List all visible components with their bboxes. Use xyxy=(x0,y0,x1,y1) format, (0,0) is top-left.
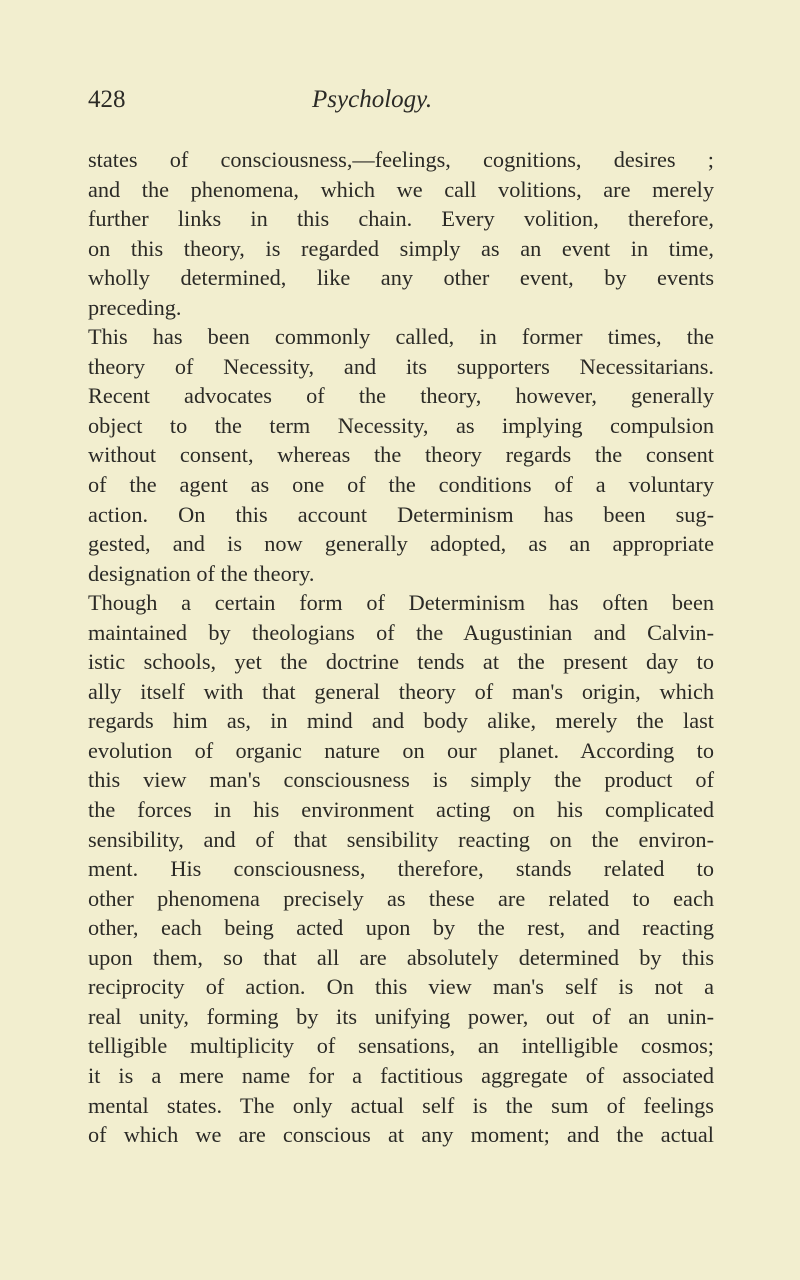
text-line: it is a mere name for a factitious aggregate of associated xyxy=(88,1062,714,1088)
text-line: without consent, whereas the theory regards the consent xyxy=(88,442,714,468)
text-line: mental states. The only actual self is the sum of feelings xyxy=(88,1092,714,1118)
text-line: and the phenomena, which we call volitions, are merely xyxy=(88,176,714,202)
text-line: regards him as, in mind and body alike, merely the last xyxy=(88,708,714,734)
text-line: wholly determined, like any other event, by events xyxy=(88,265,714,291)
body-text xyxy=(88,145,714,1150)
text-line: preceding. xyxy=(88,294,182,320)
text-line: of which we are conscious at any moment; and the actual xyxy=(88,1122,714,1148)
text-line: istic schools, yet the doctrine tends at the present day to xyxy=(88,649,714,675)
text-line: this view man's consciousness is simply the product of xyxy=(88,767,714,793)
text-line: designation of the theory. xyxy=(88,560,315,586)
text-line: Though a certain form of Determinism has often been xyxy=(88,590,714,616)
text-line: theory of Necessity, and its supporters Necessitarians. xyxy=(88,353,714,379)
text-line: Recent advocates of the theory, however, generally xyxy=(88,383,714,409)
text-line: real unity, forming by its unifying power, out of an unin- xyxy=(88,1003,714,1029)
text-line: object to the term Necessity, as implying compulsion xyxy=(88,412,714,438)
page-number: 428 xyxy=(88,86,126,113)
text-line: action. On this account Determinism has been sug- xyxy=(88,501,714,527)
text-line: This has been commonly called, in former times, the xyxy=(88,324,714,350)
text-line: on this theory, is regarded simply as an event in time, xyxy=(88,235,714,261)
text-line: upon them, so that all are absolutely determined by this xyxy=(88,944,714,970)
text-line: gested, and is now generally adopted, as an appropriate xyxy=(88,531,714,557)
text-line: ment. His consciousness, therefore, stands related to xyxy=(88,856,714,882)
text-line: other, each being acted upon by the rest, and reacting xyxy=(88,915,714,941)
text-line: of the agent as one of the conditions of a voluntary xyxy=(88,472,714,498)
text-line: states of consciousness,—feelings, cognitions, desires ; xyxy=(88,147,714,172)
text-line: further links in this chain. Every volition, therefore, xyxy=(88,206,714,232)
text-line: ally itself with that general theory of man's origin, which xyxy=(88,678,714,704)
text-line: maintained by theologians of the Augustinian and Calvin- xyxy=(88,619,714,645)
text-line: sensibility, and of that sensibility reacting on the environ- xyxy=(88,826,714,852)
text-line: other phenomena precisely as these are related to each xyxy=(88,885,714,911)
text-line: reciprocity of action. On this view man's self is not a xyxy=(88,974,714,1000)
text-line: the forces in his environment acting on his complicated xyxy=(88,797,714,823)
text-line: evolution of organic nature on our planet. According to xyxy=(88,737,714,763)
running-title: Psychology. xyxy=(312,86,433,113)
text-line: telligible multiplicity of sensations, an intelligible cosmos; xyxy=(88,1033,714,1059)
